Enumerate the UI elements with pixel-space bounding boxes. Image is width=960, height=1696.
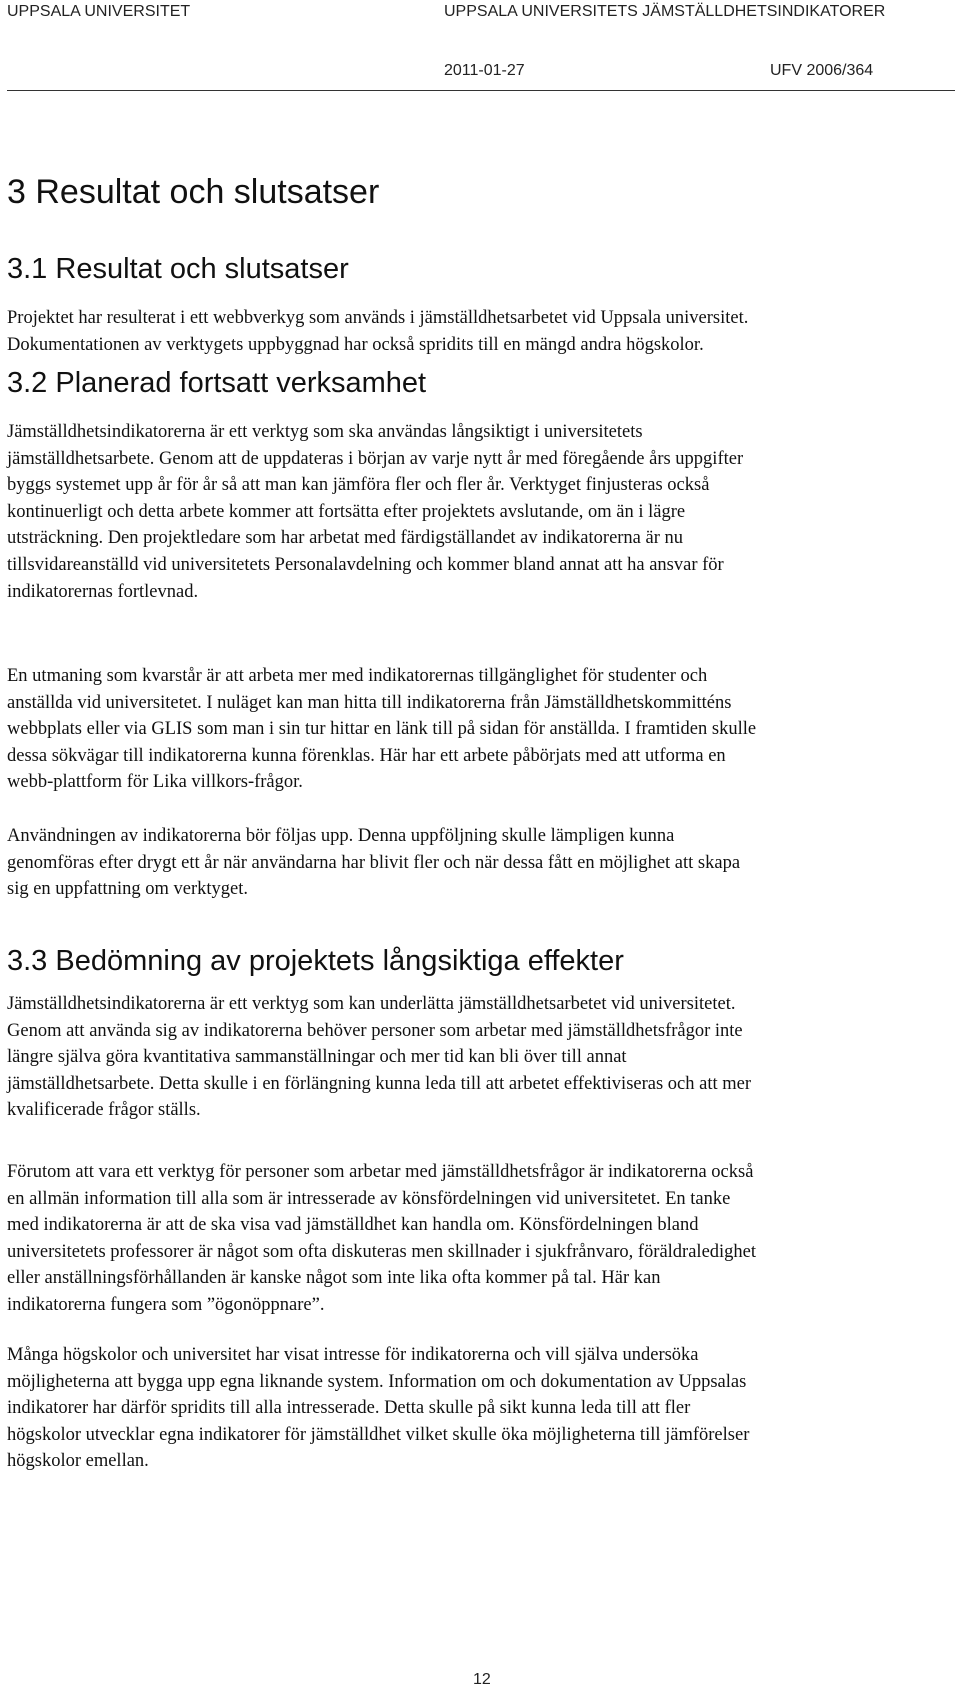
text-line: Många högskolor och universitet har visat intresse för indikatorerna och vill själva undersöka [7, 1345, 699, 1365]
section-heading-3-1: 3.1 Resultat och slutsatser [7, 253, 349, 285]
header-divider [7, 90, 955, 91]
text-line: byggs systemet upp år för år så att man kan jämföra fler och fler år. Verktyget finjusteras också [7, 475, 710, 496]
text-line: jämställdhetsarbete. Genom att de uppdateras i början av varje nytt år med föregående års uppgifter [7, 448, 744, 469]
text-line: med indikatorerna är att de ska visa vad jämställdhet kan handla om. Könsfördelningen bland [7, 1215, 699, 1236]
text-line: högskolor utvecklar egna indikatorer för jämställdhet vilket skulle öka möjligheterna till jämförelser [7, 1424, 750, 1445]
text-line: Förutom att vara ett verktyg för personer som arbetar med jämställdhetsfrågor är indikatorerna också [7, 1162, 754, 1182]
paragraph [7, 305, 957, 358]
chapter-heading: 3 Resultat och slutsatser [7, 173, 380, 211]
text-line: Genom att använda sig av indikatorerna behöver personer som arbetar med jämställdhetsfrågor inte [7, 1020, 743, 1041]
header-institution: UPPSALA UNIVERSITET [7, 3, 191, 20]
text-line: högskolor emellan. [7, 1451, 149, 1472]
text-line: sig en uppfattning om verktyget. [7, 879, 248, 900]
text-line: indikatorerna fungera som ”ögonöppnare”. [7, 1294, 325, 1315]
text-line: kvalificerade frågor ställs. [7, 1100, 201, 1121]
text-line: webbplats eller via GLIS som man i sin tur hittar en länk till på sidan för anställda. I framtiden skulle [7, 719, 757, 740]
section-heading-3-2: 3.2 Planerad fortsatt verksamhet [7, 367, 427, 399]
text-line: genomföras efter drygt ett år när användarna har blivit fler och när dessa fått en möjlighet att skapa [7, 852, 741, 873]
paragraph [7, 823, 957, 903]
header-document-title: UPPSALA UNIVERSITETS JÄMSTÄLLDHETSINDIKATORER [444, 3, 886, 20]
paragraph [7, 663, 957, 796]
text-line: indikatorernas fortlevnad. [7, 581, 199, 602]
text-line: En utmaning som kvarstår är att arbeta mer med indikatorernas tillgänglighet för studenter och [7, 666, 708, 686]
text-line: dessa sökvägar till indikatorerna kunna förenklas. Här har ett arbete påbörjats med att utforma en [7, 745, 726, 766]
header-date: 2011-01-27 [444, 62, 525, 79]
text-line: längre själva göra kvantitativa sammanställningar och mer tid kan bli över till annat [7, 1047, 627, 1068]
paragraph [7, 1159, 957, 1319]
section-heading-3-3: 3.3 Bedömning av projektets långsiktiga effekter [7, 945, 624, 977]
paragraph [7, 991, 957, 1124]
page-number: 12 [473, 1671, 491, 1688]
text-line: Dokumentationen av verktygets uppbyggnad har också spridits till en mängd andra högskolor. [7, 334, 704, 355]
text-line: Projektet har resulterat i ett webbverkyg som används i jämställdhetsarbetet vid Uppsala universitet. [7, 308, 749, 328]
paragraph [7, 419, 957, 605]
text-line: Användningen av indikatorerna bör följas upp. Denna uppföljning skulle lämpligen kunna [7, 826, 675, 846]
text-line: anställda vid universitetet. I nuläget kan man hitta till indikatorerna från Jämställdhetskommitténs [7, 692, 732, 713]
text-line: Jämställdhetsindikatorerna är ett verktyg som ska användas långsiktigt i universitetets [7, 422, 643, 442]
header-reference-number: UFV 2006/364 [770, 62, 874, 79]
text-line: universitetets professorer är något som ofta diskuteras men skillnader i sjukfrånvaro, föräldraledighet [7, 1241, 757, 1262]
text-line: indikatorer har därför spridits till alla intresserade. Detta skulle på sikt kunna leda till att fler [7, 1398, 691, 1419]
text-line: Jämställdhetsindikatorerna är ett verktyg som kan underlätta jämställdhetsarbetet vid universitetet. [7, 994, 736, 1014]
text-line: tillsvidareanställd vid universitetets Personalavdelning och kommer bland annat att ha ansvar för [7, 554, 724, 575]
text-line: möjligheterna att bygga upp egna liknande system. Information om och dokumentation av Uppsalas [7, 1371, 747, 1392]
text-line: en allmän information till alla som är intresserade av könsfördelningen vid universitetet. En tanke [7, 1188, 731, 1209]
text-line: jämställdhetsarbete. Detta skulle i en förlängning kunna leda till att arbetet effektiviseras och att mer [7, 1073, 752, 1094]
text-line: webb-plattform för Lika villkors-frågor. [7, 772, 303, 793]
paragraph [7, 1342, 957, 1475]
text-line: eller anställningsförhållanden är kanske något som inte lika ofta kommer på tal. Här kan [7, 1268, 661, 1289]
text-line: utsträckning. Den projektledare som har arbetat med färdigställandet av indikatorerna är nu [7, 528, 684, 549]
text-line: kontinuerligt och detta arbete kommer att fortsätta efter projektets avslutande, om än i lägre [7, 501, 686, 522]
